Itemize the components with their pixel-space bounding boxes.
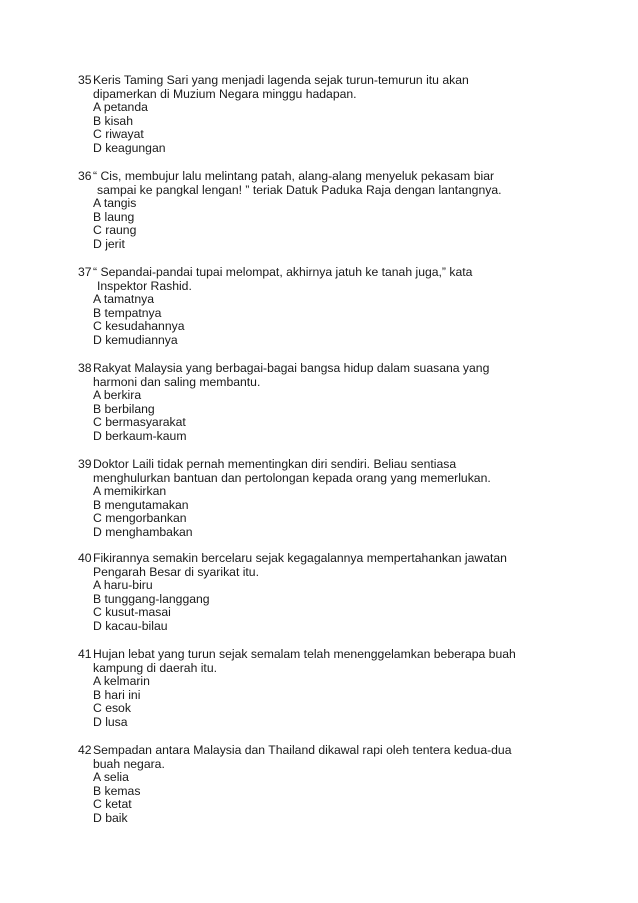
option-c: C mengorbankan	[93, 511, 187, 526]
question-37	[78, 266, 558, 348]
options-list	[93, 101, 558, 155]
question-number: 36	[78, 169, 92, 183]
question-38	[78, 362, 558, 444]
option-c: C raung	[93, 223, 137, 238]
options-list	[93, 485, 558, 539]
question-text-line: Doktor Laili tidak pernah mementingkan diri sendiri. Beliau sentiasa	[93, 457, 457, 471]
question-40	[78, 552, 558, 634]
question-number: 37	[78, 265, 92, 279]
option-a: A selia	[93, 770, 129, 785]
option-c: C esok	[93, 701, 131, 716]
option-c: C kesudahannya	[93, 319, 185, 334]
option-d: D berkaum-kaum	[93, 428, 187, 443]
question-text-line: Inspektor Rashid.	[97, 278, 192, 293]
question-text-line: Fikirannya semakin bercelaru sejak kegagalannya mempertahankan jawatan	[93, 551, 507, 565]
question-text-line: sampai ke pangkal lengan! ” teriak Datuk Paduka Raja dengan lantangnya.	[97, 182, 502, 197]
question-number: 39	[78, 457, 92, 471]
question-text-line: dipamerkan di Muzium Negara minggu hadapan.	[93, 86, 357, 101]
options-list	[93, 389, 558, 443]
option-d: D menghambakan	[93, 524, 193, 539]
option-b: B tempatnya	[93, 305, 162, 320]
options-list	[93, 771, 558, 825]
question-number: 42	[78, 743, 92, 757]
option-b: B laung	[93, 209, 135, 224]
option-c: C bermasyarakat	[93, 415, 186, 430]
question-number: 40	[78, 551, 92, 565]
question-35	[78, 74, 558, 156]
question-text-line: Hujan lebat yang turun sejak semalam telah menenggelamkan beberapa buah	[93, 647, 516, 661]
question-text-line: buah negara.	[93, 756, 165, 771]
question-text-line: Sempadan antara Malaysia dan Thailand dikawal rapi oleh tentera kedua-dua	[93, 743, 512, 757]
option-c: C kusut-masai	[93, 605, 171, 620]
question-number: 41	[78, 647, 92, 661]
option-d: D kemudiannya	[93, 332, 178, 347]
question-number: 38	[78, 361, 92, 375]
option-a: A kelmarin	[93, 674, 150, 689]
option-b: B kisah	[93, 113, 133, 128]
option-c: C ketat	[93, 797, 132, 812]
option-d: D lusa	[93, 714, 128, 729]
option-a: A petanda	[93, 100, 148, 115]
question-41	[78, 648, 558, 730]
question-text-line: Rakyat Malaysia yang berbagai-bagai bangsa hidup dalam suasana yang	[93, 361, 490, 375]
question-36	[78, 170, 558, 252]
option-d: D keagungan	[93, 140, 166, 155]
question-42	[78, 744, 558, 826]
question-39	[78, 458, 558, 540]
question-text-line: Pengarah Besar di syarikat itu.	[93, 564, 259, 579]
option-a: A tamatnya	[93, 292, 154, 307]
option-a: A berkira	[93, 388, 142, 403]
question-text-line: Keris Taming Sari yang menjadi lagenda sejak turun-temurun itu akan	[93, 73, 469, 87]
option-b: B berbilang	[93, 401, 155, 416]
option-d: D jerit	[93, 236, 125, 251]
options-list	[93, 197, 558, 251]
option-b: B kemas	[93, 783, 141, 798]
option-d: D kacau-bilau	[93, 618, 168, 633]
option-b: B tunggang-langgang	[93, 591, 210, 606]
question-text-line: menghulurkan bantuan dan pertolongan kepada orang yang memerlukan.	[93, 470, 491, 485]
options-list	[93, 579, 558, 633]
question-text-line: “ Sepandai-pandai tupai melompat, akhirnya jatuh ke tanah juga,” kata	[93, 265, 473, 279]
option-d: D baik	[93, 810, 128, 825]
options-list	[93, 675, 558, 729]
options-list	[93, 293, 558, 347]
option-b: B hari ini	[93, 687, 141, 702]
option-b: B mengutamakan	[93, 497, 189, 512]
question-text-line: harmoni dan saling membantu.	[93, 374, 261, 389]
option-a: A tangis	[93, 196, 137, 211]
question-text-line: kampung di daerah itu.	[93, 660, 217, 675]
option-c: C riwayat	[93, 127, 144, 142]
question-text-line: “ Cis, membujur lalu melintang patah, alang-alang menyeluk pekasam biar	[93, 169, 495, 183]
option-a: A memikirkan	[93, 484, 167, 499]
option-a: A haru-biru	[93, 578, 153, 593]
question-number: 35	[78, 73, 92, 87]
